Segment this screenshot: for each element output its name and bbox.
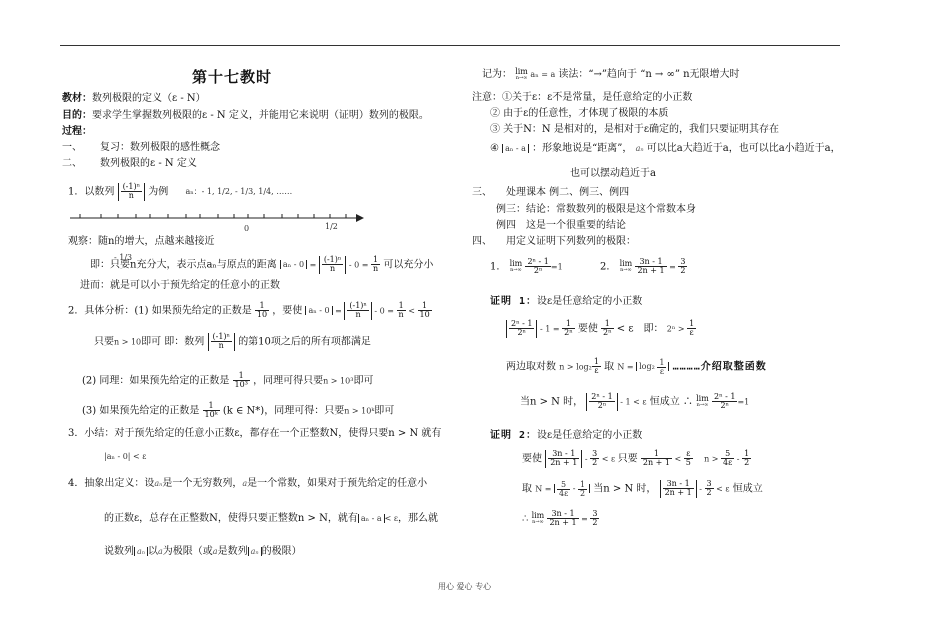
step2-text: 数列极限的ε - N 定义 [100, 158, 197, 169]
therefore-symbol: ∴ [522, 513, 529, 525]
p4-i: 是数列 [217, 546, 248, 557]
p4-line3: 说数列 aₙ 以a为极限（或a是数列 aₙ 的极限） [104, 546, 302, 557]
axis-neg-label: - 1/3 [114, 253, 133, 262]
p4-j: 的极限） [261, 546, 302, 557]
p2-2a: (2) 同理：如果预先给定的正数是 [82, 375, 230, 387]
p2-line1: 2．具体分析：(1) 如果预先给定的正数是 $\frac{1}{10}$ ，要使 aₙ - 0 = $\frac{\text{(-1)ⁿ}}{n}$ - 0 = $\frac{1}{n}$ < $\frac{1}{10}$ [68, 301, 430, 320]
example3-line: 例三：结论：常数数列的极限是这个常数本身 [496, 204, 696, 215]
proof-2-label: 证明 2： [490, 430, 538, 441]
p4-a: 4．抽象出定义：设 [68, 478, 155, 489]
jizuo-b: 读法：“→”趋向于 “n → ∞” n无限增大时 [558, 69, 740, 80]
ji1-text: 即：只要n充分大，表示点aₙ与原点的距离 [90, 259, 277, 271]
note-3: ③ 关于N：N 是相对的，是相对于ε确定的，我们只要证明其存在 [490, 124, 780, 135]
p4-f: 说数列 [104, 546, 134, 557]
p2-c2: n > 10 [114, 337, 142, 347]
note-4-a: ④ [490, 143, 499, 154]
p4-line2: 的正数ε，总存在正整数N，使得只要正整数n > N，就有 aₙ - a < ε，那么就 [104, 513, 439, 524]
section3-num: 三、 [472, 187, 492, 198]
proof-1-step3-b: 恒成立 ∴ [649, 396, 693, 408]
p3-line2: |aₙ - 0| < ε [104, 452, 147, 461]
p4-b: 是一个无穷数列， [162, 478, 243, 489]
proof-1-step2-c: …………介绍取整函数 [672, 361, 767, 373]
proof-2-step1-b: 只要 [617, 453, 638, 465]
proof-1-step2-b: 取 [604, 361, 615, 373]
footer-text: 用心 爱心 专心 [438, 582, 492, 591]
section4-line [472, 236, 636, 249]
jizuo-a: 记为： [482, 69, 512, 80]
p2-2b: ，同理可得只要 [253, 375, 324, 387]
guocheng-label: 过程： [62, 126, 92, 137]
proof-2-step1: 要使 $\frac{3n - 1}{2n + 1}$ - $\frac{3}{2}$ < ε 只要 $\frac{1}{2n + 1}$ < $\frac{\varepsilon}{5}$ n > $\frac{5}{4\varepsilon}$ - $\frac{1}{2}$ [522, 449, 750, 468]
seq-formula: $\frac{\text{(-1)ⁿ}}{n}$ [118, 183, 146, 201]
obs-line: 观察：随n的增大，点越来越接近 [68, 236, 215, 247]
step1-text: 复习：数列极限的感性概念 [100, 142, 220, 153]
distance-result: $\frac{1}{n}$ [373, 255, 379, 274]
limit-notation: lim n→∞ [515, 67, 528, 81]
page-title: 第十七教时 [192, 68, 273, 86]
proof-2-step2-b: 当n > N 时， [593, 483, 657, 495]
note-4: ④ aₙ - a ：形象地说是“距离”， aₙ 可以比a大趋近于a，也可以比a小趋近于a， [490, 143, 841, 154]
p1-a: 1．以数列 [68, 186, 115, 198]
proof-1-step3-a: 当n > N 时， [520, 396, 584, 408]
proof-1-step2-a: 两边取对数 [506, 361, 556, 373]
distance-frac: $\frac{\text{(-1)ⁿ}}{n}$ [319, 256, 347, 274]
note-2: ② 由于ε的任意性，才体现了极限的本质 [490, 108, 669, 119]
p2-line2: 只要n > 10即可 即：数列 $\frac{\text{(-1)ⁿ}}{n}$ 的第10项之后的所有项都满足 [94, 332, 371, 351]
p4-c: 是一个常数，如果对于预先给定的任意小 [247, 478, 428, 489]
step1-num: 一、 [62, 142, 82, 153]
p2-b: ，要使 [272, 305, 303, 317]
note-4-c: 可以比a大趋近于a，也可以比a小趋近于a， [646, 143, 841, 154]
jizuo-line: 记为： lim n→∞ aₙ = a 读法：“→”趋向于 “n → ∞” n无限增大时 [482, 67, 740, 81]
proof-2-step2-a: 取 [522, 483, 532, 495]
p4-g: 以 [148, 546, 159, 557]
p2-3a: (3) 如果预先给定的正数是 [82, 405, 200, 417]
axis-zero-label: 0 [244, 224, 250, 233]
p2-line3: (2) 同理：如果预先给定的正数是 $\frac{1}{\text{10³}}$ ，同理可得只要n > 10³即可 [82, 371, 374, 390]
section4-num: 四、 [472, 236, 492, 247]
p2-2d: 即可 [353, 375, 374, 387]
p2-line4: (3) 如果预先给定的正数是 $\frac{1}{\text{10ᵏ}}$ (k ∈ N*)，同理可得：只要n > 10ᵏ即可 [82, 401, 395, 420]
p1-b: 为例 [148, 186, 169, 198]
step2-num: 二、 [62, 158, 82, 169]
jiaocai-text: 数列极限的定义（ε - N） [92, 93, 206, 104]
proof-1-label: 证明 1： [490, 296, 538, 307]
mudi-text: 要求学生掌握数列极限的ε - N 定义，并能用它来说明（证明）数列的极限。 [92, 110, 429, 121]
section4-text: 用定义证明下列数列的极限： [506, 236, 636, 247]
proof-1-step3: 当n > N 时， $\frac{\text{2ⁿ - 1}}{\text{2ⁿ}}$ - 1 < ε 恒成立 ∴ lim n→∞ $\frac{\text{2ⁿ - 1}}{\text{2ⁿ}}$ =1 [520, 392, 750, 411]
proof-2-text: 设ε是任意给定的小正数 [537, 430, 643, 441]
axis-half-label: 1/2 [325, 222, 338, 231]
p2-c3: 即可 即：数列 [141, 336, 205, 348]
p2-c4: 的第10项之后的所有项都满足 [238, 336, 371, 348]
note-4-cont: 也可以摆动趋近于a [570, 168, 656, 179]
ji1-tail: 可以充分小 [383, 259, 434, 271]
proof-2-step2-c: 恒成立 [732, 483, 763, 495]
question-2-num: 2． [600, 261, 617, 273]
question-1-num: 1． [490, 261, 507, 273]
jiaocai-label: 教材： [62, 93, 92, 104]
p4-h: 为极限（或 [162, 546, 213, 557]
p2-3b: (k ∈ N*)，同理可得：只要 [222, 405, 345, 417]
p2-2c: n > 10³ [323, 376, 354, 386]
distance-expr: aₙ - 0 [280, 260, 307, 269]
p4-line1: 4．抽象出定义：设aₙ是一个无穷数列，a是一个常数，如果对于预先给定的任意小 [68, 478, 428, 489]
section3-line [472, 187, 629, 200]
question-2: 2． lim n→∞ $\frac{3n - 1}{2n + 1}$ = $\frac{3}{2}$ [600, 257, 686, 276]
eps-tenth: $\frac{1}{10}$ [256, 301, 268, 320]
p4-e: ，那么就 [398, 513, 439, 524]
p2-c1: 只要 [94, 336, 114, 348]
note-4-b: ：形象地说是“距离”， [532, 143, 633, 154]
note-1: 注意：①关于ε：ε不是常量，是任意给定的小正数 [472, 92, 693, 103]
ji2-line: 进而：就是可以小于预先给定的任意小的正数 [80, 280, 280, 291]
proof-1-text: 设ε是任意给定的小正数 [537, 296, 643, 307]
proof-2-step1-a: 要使 [522, 453, 542, 465]
ji1-line: 即：只要n充分大，表示点aₙ与原点的距离 aₙ - 0 = $\frac{\text{(-1)ⁿ}}{n}$ - 0 = $\frac{1}{n}$ 可以充分小 [90, 255, 434, 274]
section3-text: 处理课本 例二、例三、例四 [506, 187, 630, 198]
mudi-label: 目的： [62, 110, 92, 121]
question-1: 1． lim n→∞ $\frac{\text{2ⁿ - 1}}{\text{2ⁿ}}$ =1 [490, 257, 563, 276]
proof-1-header [490, 296, 642, 309]
proof-1-step1-a: 要使 [577, 323, 598, 335]
example4-line: 例四 这是一个很重要的结论 [496, 220, 626, 231]
p1-seq: aₙ：- 1, 1/2, - 1/3, 1/4, …… [185, 187, 293, 197]
p2-a: 2．具体分析：(1) 如果预先给定的正数是 [68, 305, 252, 317]
p3-line1: 3．小结：对于预先给定的任意小正数ε，都存在一个正整数N，使得只要n > N 就有 [68, 428, 442, 439]
proof-2-header [490, 430, 642, 443]
p4-d: 的正数ε，总存在正整数N，使得只要正整数n > N，就有 [104, 513, 358, 524]
proof-1-step1: $\frac{\text{2ⁿ - 1}}{\text{2ⁿ}}$ - 1 = $\frac{1}{\text{2ⁿ}}$ 要使 $\frac{1}{\text{2ⁿ}}$ < ε 即： 2ⁿ > $\frac{1}{\varepsilon}$ [506, 320, 696, 338]
proof-2-step2: 取 N = $\frac{5}{4\varepsilon}$ - $\frac{1}{2}$ 当n > N 时， $\frac{3n - 1}{2n + 1}$ - $\frac{3}{2}$ < ε 恒成立 [522, 479, 763, 498]
proof-1-step1-b: < ε 即： [616, 323, 664, 335]
p2-3c: n > 10ᵏ [344, 406, 375, 416]
proof-1-step2: 两边取对数 n > log₂ $\frac{1}{\varepsilon}$ 取 N = log₂ $\frac{1}{\varepsilon}$ …………介绍取整函数 [506, 357, 767, 376]
p2-3d: 即可 [374, 405, 395, 417]
proof-2-conclusion: ∴ lim n→∞ $\frac{3n - 1}{2n + 1}$ = $\frac{3}{2}$ [522, 509, 598, 528]
